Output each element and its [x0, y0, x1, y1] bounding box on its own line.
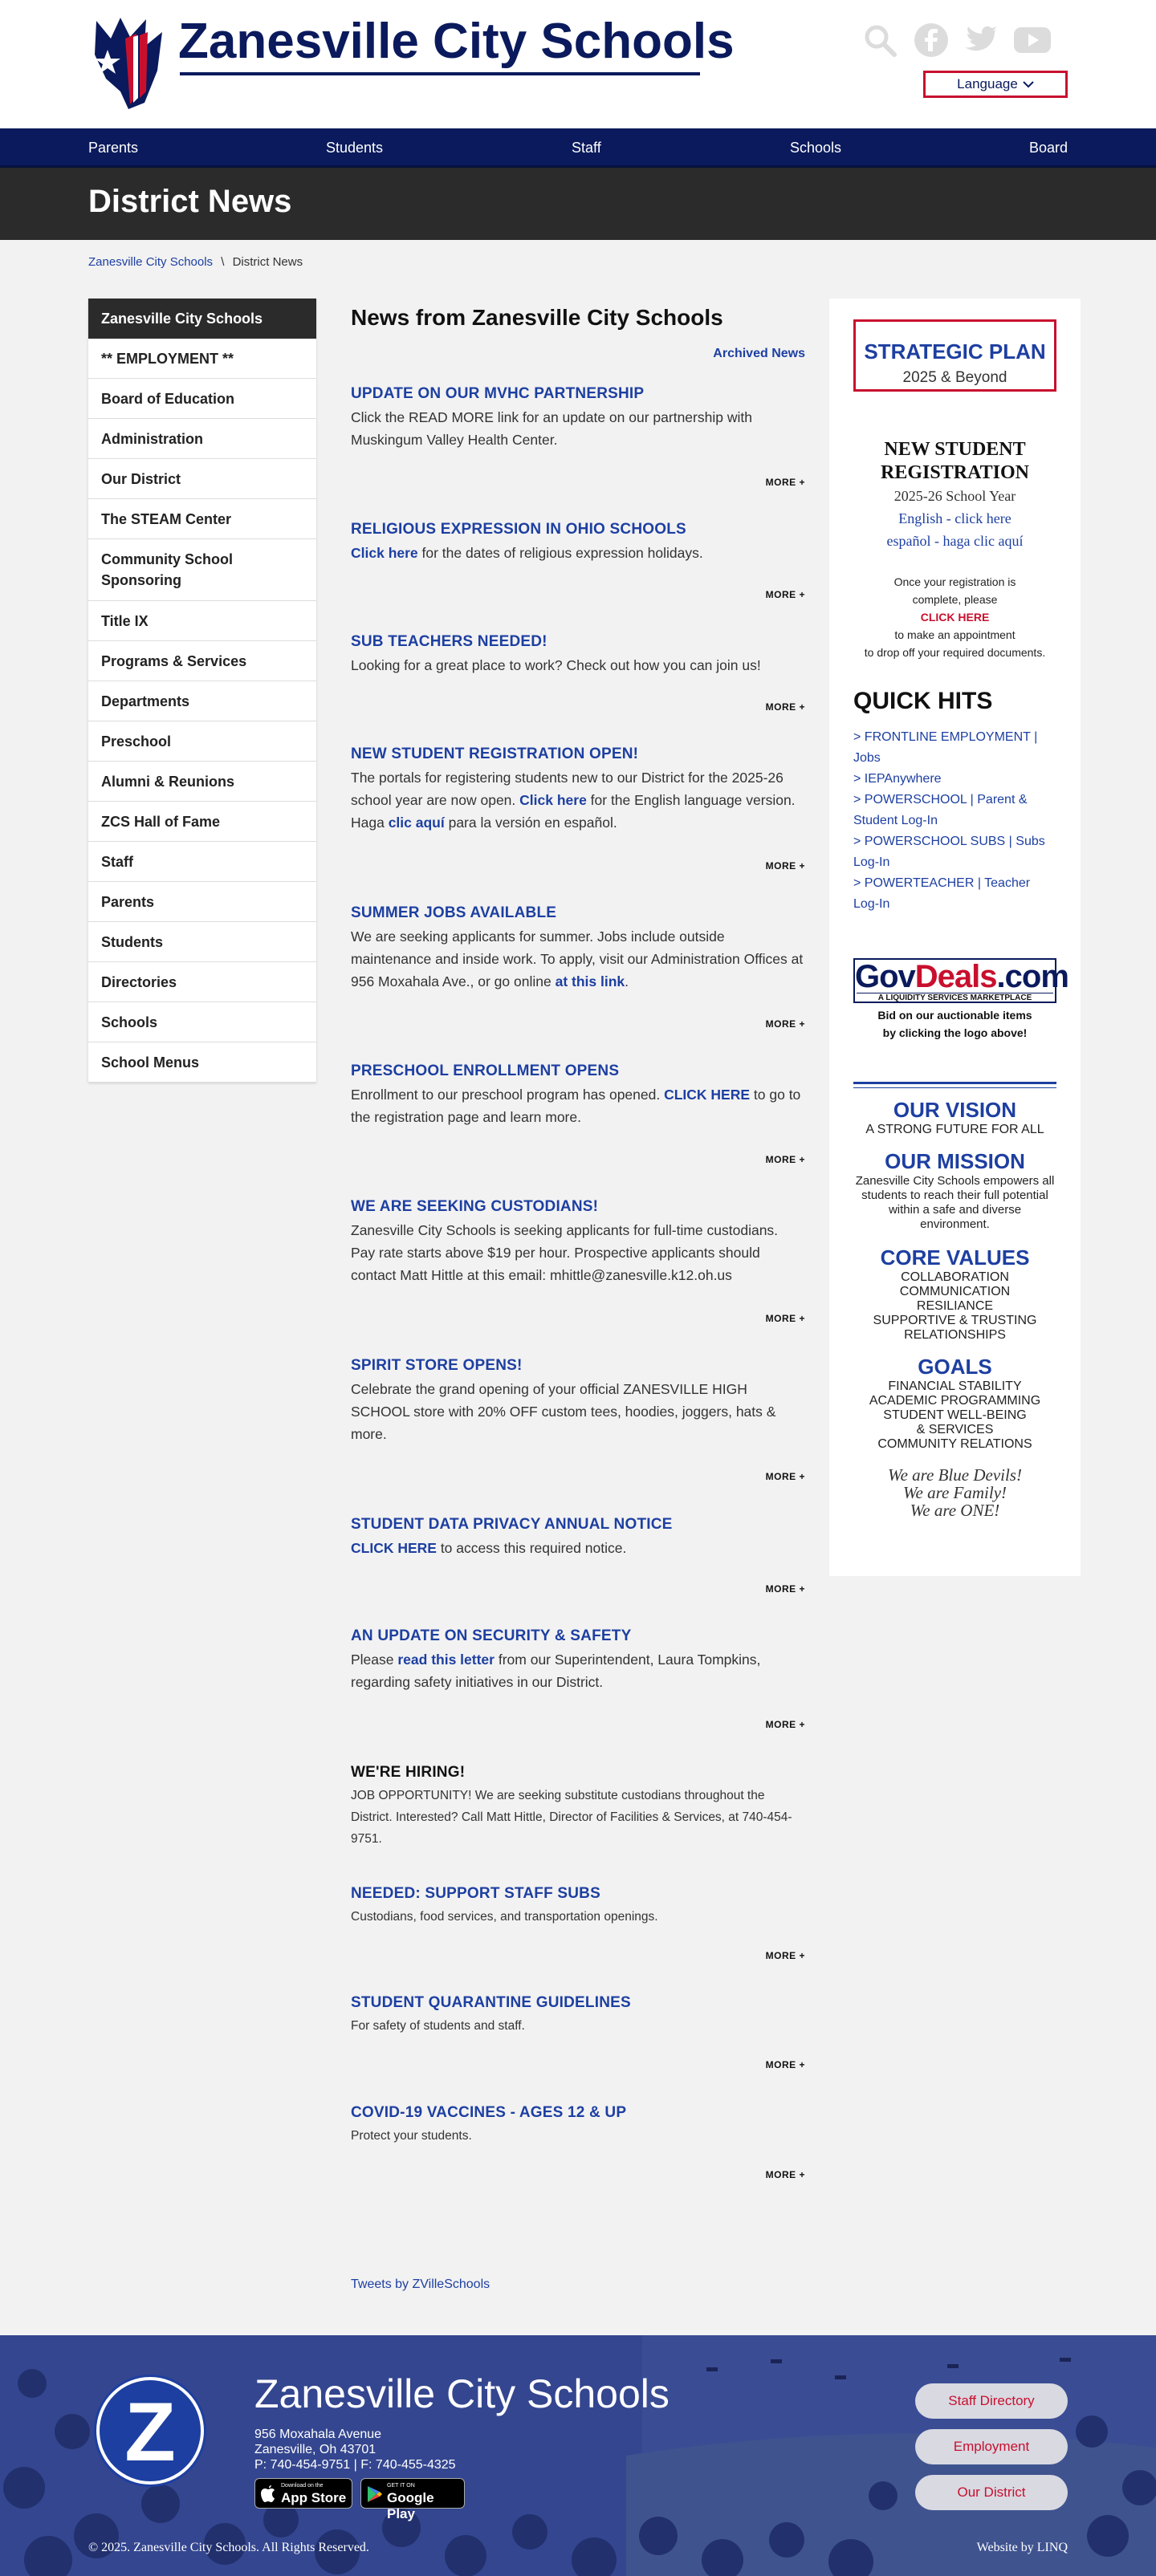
registration-title: NEW STUDENT [884, 439, 1026, 460]
news-post-title[interactable]: AN UPDATE ON SECURITY & SAFETY [351, 1627, 632, 1644]
sidebar-item-schools[interactable]: Schools [88, 1002, 316, 1042]
news-post-text-part: from our Superintendent, Laura Tompkins, regarding safety initiatives in our District. [351, 1652, 761, 1690]
quick-hit-iepanywhere[interactable]: > IEPAnywhere [853, 772, 942, 786]
footer-address-line: Zanesville, Oh 43701 [254, 2443, 377, 2456]
sidebar-item-students[interactable]: Students [88, 922, 316, 962]
news-post [351, 2104, 805, 2147]
news-post-text [351, 1537, 805, 1559]
vision-text: A STRONG FUTURE FOR ALL [865, 1123, 1044, 1136]
twitter-feed-link[interactable]: Tweets by ZVilleSchools [351, 2277, 490, 2291]
archived-news-link[interactable]: Archived News [713, 347, 805, 360]
news-post-title: WE'RE HIRING! [351, 1764, 466, 1781]
news-post-text: For safety of students and staff. [351, 2019, 525, 2033]
registration-note: complete, please [912, 593, 998, 606]
twitter-icon[interactable] [963, 22, 999, 58]
news-post-title[interactable]: UPDATE ON OUR MVHC PARTNERSHIP [351, 385, 645, 402]
sidebar-nav [88, 299, 316, 1083]
quick-hit-powerschool[interactable]: > POWERSCHOOL | Parent & Student Log-In [853, 793, 1028, 827]
news-post-text [351, 766, 805, 834]
news-post-text-part: for the English language version. Haga [351, 792, 796, 831]
news-post-text [351, 925, 805, 993]
strategic-plan-button[interactable] [853, 319, 1056, 392]
more-link[interactable]: MORE + [765, 2059, 805, 2070]
news-post [351, 385, 805, 451]
at-this-link[interactable]: at this link [555, 973, 625, 989]
motto-line: We are Blue Devils! [888, 1465, 1022, 1485]
more-link[interactable]: MORE + [765, 1154, 805, 1165]
registration-year: 2025-26 School Year [893, 488, 1016, 504]
more-link[interactable]: MORE + [765, 1719, 805, 1730]
read-this-letter-link[interactable]: read this letter [397, 1652, 495, 1668]
nav-item-board[interactable]: Board [1029, 140, 1068, 156]
news-post-text: Protect your students. [351, 2129, 472, 2143]
site-title[interactable]: Zanesville City Schools [178, 14, 735, 69]
footer-phones: P: 740-454-9751 | F: 740-455-4325 [254, 2458, 456, 2472]
news-post [351, 904, 805, 993]
sidebar-item-departments[interactable]: Departments [88, 681, 316, 721]
click-here-link[interactable]: CLICK HERE [351, 1540, 437, 1556]
registration-spanish-link[interactable]: español - haga clic aquí [886, 533, 1024, 549]
core-value: COLLABORATION [901, 1270, 1009, 1284]
strategic-plan-subtitle: 2025 & Beyond [902, 369, 1007, 386]
nav-item-students[interactable]: Students [326, 140, 384, 156]
app-store-small-text: Download on the [281, 2483, 324, 2489]
sidebar-item-school-menus[interactable]: School Menus [88, 1042, 316, 1083]
news-post-title[interactable]: NEEDED: SUPPORT STAFF SUBS [351, 1885, 600, 1902]
more-link[interactable]: MORE + [765, 1950, 805, 1961]
apple-icon [261, 2485, 275, 2503]
motto-line: We are Family! [902, 1483, 1007, 1502]
registration-note: to make an appointment [894, 628, 1016, 641]
quick-hits-title: QUICK HITS [853, 688, 993, 714]
main-nav [0, 128, 1156, 168]
news-post-title[interactable]: STUDENT DATA PRIVACY ANNUAL NOTICE [351, 1516, 673, 1533]
news-post-title[interactable]: SUB TEACHERS NEEDED! [351, 633, 547, 650]
footer-address [254, 2427, 456, 2472]
registration-title-2: REGISTRATION [881, 462, 1029, 483]
news-post-title[interactable]: PRESCHOOL ENROLLMENT OPENS [351, 1062, 620, 1079]
news-post [351, 1357, 805, 1445]
google-play-label: Google Play [387, 2490, 434, 2521]
divider [853, 1082, 1056, 1084]
more-link[interactable]: MORE + [765, 701, 805, 713]
more-link[interactable]: MORE + [765, 477, 805, 488]
click-here-link[interactable]: Click here [519, 792, 587, 808]
zanesville-z-logo [96, 2377, 204, 2485]
chevron-down-icon [1023, 80, 1034, 88]
mission-title: OUR MISSION [885, 1149, 1025, 1173]
nav-item-schools[interactable]: Schools [790, 140, 842, 156]
sidebar-item-community-school-sponsoring[interactable]: Community School Sponsoring [88, 539, 316, 601]
quick-hit-frontline[interactable]: > FRONTLINE EMPLOYMENT | Jobs [853, 730, 1038, 765]
news-post-text-part: Enrollment to our preschool program has opened. [351, 1087, 665, 1103]
news-post [351, 1994, 805, 2037]
sidebar-item-employment[interactable]: ** EMPLOYMENT ** [88, 339, 316, 379]
facebook-icon[interactable] [914, 22, 949, 58]
news-post-text [351, 1083, 805, 1128]
title-underline [180, 72, 700, 75]
news-post [351, 633, 805, 677]
news-post [351, 1198, 805, 1286]
z-logo-letter: Z [124, 2386, 176, 2479]
registration-note: to drop off your required documents. [864, 646, 1046, 659]
page-title: District News [88, 184, 292, 219]
youtube-icon[interactable] [1013, 22, 1048, 58]
sidebar-item-preschool[interactable]: Preschool [88, 721, 316, 762]
employment-button[interactable]: Employment [915, 2429, 1068, 2464]
registration-english-link[interactable]: English - click here [898, 510, 1012, 526]
sidebar-item-directories[interactable]: Directories [88, 962, 316, 1002]
news-post-title[interactable]: RELIGIOUS EXPRESSION IN OHIO SCHOOLS [351, 521, 686, 538]
quick-hit-powerteacher[interactable]: > POWERTEACHER | Teacher Log-In [853, 876, 1031, 911]
news-post [351, 746, 805, 834]
page-banner [0, 168, 1156, 240]
more-link[interactable]: MORE + [765, 1018, 805, 1030]
news-post-title[interactable]: STUDENT QUARANTINE GUIDELINES [351, 1994, 631, 2011]
mission-text: Zanesville City Schools empowers all students to reach their full potential within a safe and diverse environment. [855, 1174, 1055, 1231]
our-district-button[interactable]: Our District [915, 2475, 1068, 2510]
strategic-plan-title: STRATEGIC PLAN [864, 339, 1046, 364]
news-post-text-part: We are seeking applicants for summer. Jobs include outside maintenance and inside work. To apply, visit our Administration Offices at 956 Moxahala Ave., or go online [351, 928, 804, 989]
goal-item: FINANCIAL STABILITY [888, 1379, 1022, 1393]
news-heading: News from Zanesville City Schools [351, 305, 723, 330]
appointment-click-here-link[interactable]: CLICK HERE [920, 611, 990, 624]
footer-title: Zanesville City Schools [254, 2371, 670, 2416]
news-post-text: Celebrate the grand opening of your official ZANESVILLE HIGH SCHOOL store with 20% OFF custom tees, hoodies, joggers, hats & more. [351, 1381, 776, 1442]
sidebar-item-title-ix[interactable]: Title IX [88, 601, 316, 641]
footer-address-line: 956 Moxahala Avenue [254, 2428, 382, 2441]
core-value: COMMUNICATION [899, 1285, 1011, 1298]
more-link[interactable]: MORE + [765, 2169, 805, 2180]
google-play-small-text: GET IT ON [387, 2483, 415, 2489]
news-post-title[interactable]: COVID-19 VACCINES - AGES 12 & UP [351, 2104, 627, 2121]
website-credit-link[interactable]: Website by LINQ [976, 2541, 1068, 2554]
news-post-text: Custodians, food services, and transportation openings. [351, 1910, 658, 1924]
news-post-text: JOB OPPORTUNITY! We are seeking substitute custodians throughout the District. Interested? Call Matt Hittle, Director of Facilities & Services, at 740-454-9751. [351, 1789, 792, 1846]
site-header [0, 0, 1156, 128]
vision-title: OUR VISION [893, 1098, 1017, 1122]
goal-item: COMMUNITY RELATIONS [877, 1437, 1032, 1451]
sidebar-item-staff[interactable]: Staff [88, 842, 316, 882]
app-store-label: App Store [281, 2490, 347, 2505]
quick-hit-powerschool-subs[interactable]: > POWERSCHOOL SUBS | Subs Log-In [853, 835, 1045, 869]
news-post-text-part: The portals for registering students new to our District for the 2025-26 school year are now open. [351, 770, 784, 808]
more-link[interactable]: MORE + [765, 860, 805, 872]
news-post-text: Zanesville City Schools is seeking applicants for full-time custodians. Pay rate starts above $19 per hour. Prospective applicants should contact Matt Hittle at this email: mhittle@zanesville.k12.oh.us [351, 1222, 779, 1283]
news-column [351, 299, 805, 2180]
breadcrumb-current: District News [232, 255, 303, 269]
sidebar-item-hall-of-fame[interactable]: ZCS Hall of Fame [88, 802, 316, 842]
sidebar-item-our-district[interactable]: Our District [88, 459, 316, 499]
news-post [351, 1764, 805, 1850]
core-values-title: CORE VALUES [880, 1245, 1030, 1270]
news-post-title[interactable]: WE ARE SEEKING CUSTODIANS! [351, 1198, 599, 1215]
registration-note: Once your registration is [893, 575, 1016, 588]
news-post-title[interactable]: SPIRIT STORE OPENS! [351, 1357, 523, 1374]
govdeals-tagline: A LIQUIDITY SERVICES MARKETPLACE [857, 993, 1053, 1002]
core-value: RESILIANCE [916, 1299, 994, 1313]
news-post-title[interactable]: SUMMER JOBS AVAILABLE [351, 904, 557, 921]
sidebar-item-administration[interactable]: Administration [88, 419, 316, 459]
news-post-text-part: para la versión en español. [444, 815, 617, 831]
sidebar-item-zanesville-city-schools[interactable]: Zanesville City Schools [88, 299, 316, 339]
news-post-text: Looking for a great place to work? Check out how you can join us! [351, 657, 761, 673]
breadcrumb-separator: \ [221, 255, 225, 269]
click-here-link[interactable]: CLICK HERE [664, 1087, 751, 1103]
news-post [351, 1885, 805, 1928]
goal-item: STUDENT WELL-BEING [883, 1408, 1027, 1422]
news-post [351, 1516, 805, 1559]
core-value: RELATIONSHIPS [904, 1328, 1006, 1342]
copyright-text: © 2025. Zanesville City Schools. All Rights Reserved. [88, 2541, 369, 2554]
govdeals-caption: Bid on our auctionable items by clicking the logo above! [877, 1009, 1032, 1039]
news-post [351, 1062, 805, 1128]
language-dropdown[interactable] [923, 71, 1068, 98]
sidebar-item-steam-center[interactable]: The STEAM Center [88, 499, 316, 539]
right-sidebar [829, 299, 1081, 1576]
core-value: SUPPORTIVE & TRUSTING [873, 1314, 1037, 1327]
news-post-text-part: Please [351, 1652, 398, 1668]
more-link[interactable]: MORE + [765, 1583, 805, 1595]
breadcrumb [88, 255, 303, 269]
clic-aqui-link[interactable]: clic aquí [388, 815, 445, 831]
goal-item: & SERVICES [916, 1423, 994, 1436]
nav-item-staff[interactable]: Staff [572, 140, 601, 156]
more-link[interactable]: MORE + [765, 1313, 805, 1324]
news-post [351, 1627, 805, 1693]
language-label: Language [957, 76, 1018, 91]
google-play-icon [367, 2485, 383, 2503]
news-post-title[interactable]: NEW STUDENT REGISTRATION OPEN! [351, 746, 639, 762]
blue-devil-logo-icon[interactable] [88, 14, 169, 111]
staff-directory-button[interactable]: Staff Directory [915, 2383, 1068, 2419]
search-icon[interactable] [862, 22, 898, 58]
goals-title: GOALS [918, 1355, 992, 1379]
news-post [351, 521, 805, 564]
breadcrumb-home[interactable]: Zanesville City Schools [88, 255, 214, 269]
govdeals-wordmark: GovDeals.com [855, 959, 1068, 994]
click-here-link[interactable]: Click here [351, 545, 418, 561]
sidebar-item-programs-services[interactable]: Programs & Services [88, 641, 316, 681]
more-link[interactable]: MORE + [765, 1471, 805, 1482]
motto-line: We are ONE! [910, 1501, 1000, 1520]
news-post-text-part: . [625, 973, 629, 989]
sidebar-item-parents[interactable]: Parents [88, 882, 316, 922]
govdeals-logo[interactable] [853, 958, 1068, 1003]
nav-item-parents[interactable]: Parents [88, 140, 139, 156]
quick-hits-list [853, 727, 1056, 915]
goal-item: ACADEMIC PROGRAMMING [869, 1394, 1041, 1408]
more-link[interactable]: MORE + [765, 589, 805, 600]
google-play-badge[interactable] [360, 2478, 465, 2521]
news-post-text: Click the READ MORE link for an update on our partnership with Muskingum Valley Health Center. [351, 409, 752, 448]
divider [853, 1087, 1056, 1088]
news-post-text-part: for the dates of religious expression holidays. [417, 545, 703, 561]
news-post-text [351, 542, 805, 564]
app-store-badge[interactable] [254, 2478, 352, 2509]
sidebar-item-board-of-education[interactable]: Board of Education [88, 379, 316, 419]
site-footer [0, 2335, 1156, 2576]
news-post-text-part: to access this required notice. [436, 1540, 627, 1556]
news-post-text [351, 1648, 805, 1693]
news-post-text-part: to go to the registration page and learn more. [351, 1087, 801, 1125]
sidebar-item-alumni-reunions[interactable]: Alumni & Reunions [88, 762, 316, 802]
